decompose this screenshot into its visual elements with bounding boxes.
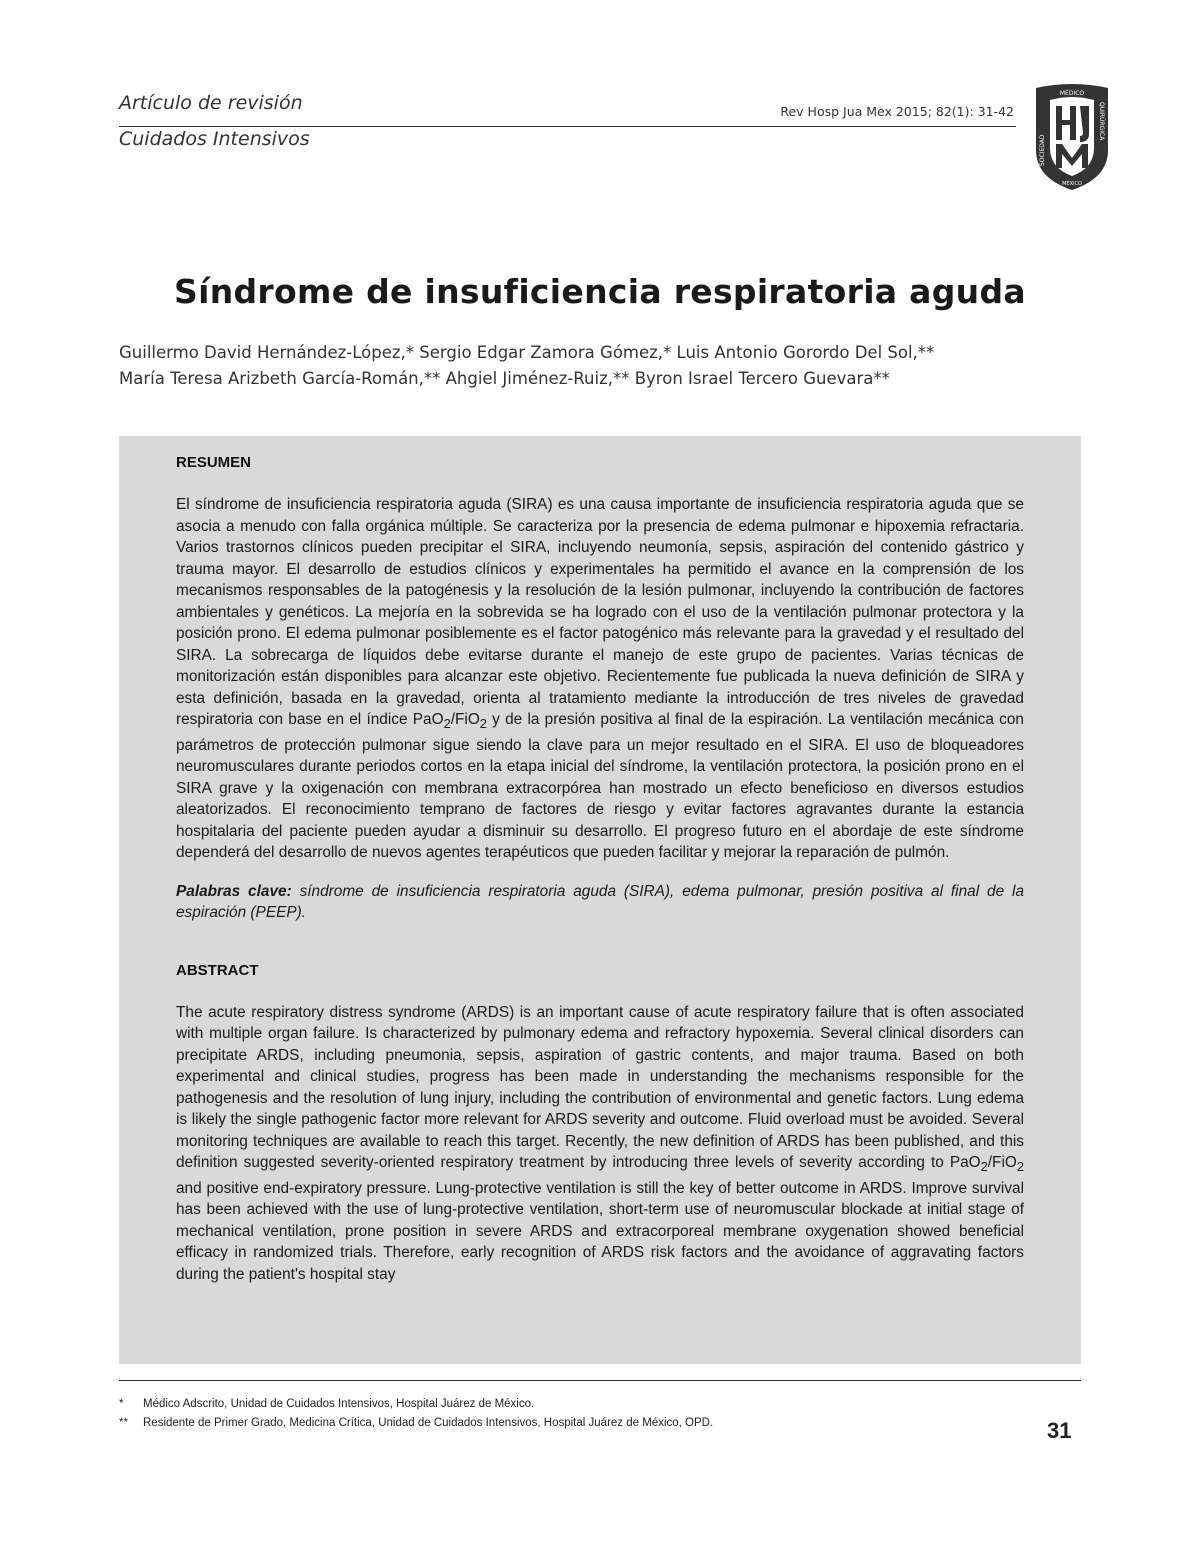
footnote-text: Residente de Primer Grado, Medicina Crítica, Unidad de Cuidados Intensivos, Hospital Juárez de México, OPD. xyxy=(143,1417,714,1429)
footnote-mark: ** xyxy=(119,1417,128,1429)
abstract-text-part2: /FiO xyxy=(987,1154,1017,1172)
article-title: Síndrome de insuficiencia respiratoria aguda xyxy=(174,272,1026,311)
footnote-text: Médico Adscrito, Unidad de Cuidados Intensivos, Hospital Juárez de México. xyxy=(143,1398,535,1410)
logo-text-left: SOCIEDAD xyxy=(1039,134,1046,166)
abstract-text-part1: The acute respiratory distress syndrome (ARDS) is an important cause of acute respiratory failure that is often associated with multiple organ failure. Is characterized by pulmonary edema and refractory hypoxemia. Several clinical disorders can precipitate ARDS, including pneumonia, sepsis, aspiration of gastric contents, and major trauma. Based on both experimental and clinical studies, progress has been made in understanding the mechanisms responsible for the pathogenesis and the resolution of lung injury, including the contribution of environmental and genetic factors. Lung edema is likely the single pathogenic factor more relevant for ARDS severity and outcome. Fluid overload must be avoided. Several monitoring techniques are available to reach this target. Recently, the new definition of ARDS has been published, and this definition suggested severity-oriented respiratory treatment by introducing three levels of severity according to PaO xyxy=(176,1003,1024,1172)
subscript-two: 2 xyxy=(479,716,487,732)
page-number: 31 xyxy=(1047,1418,1072,1443)
abstract-heading: ABSTRACT xyxy=(176,961,259,979)
footnote-item xyxy=(119,1414,1081,1433)
keywords-paragraph xyxy=(176,881,1024,924)
abstract-panel xyxy=(119,436,1081,1364)
logo-text-bottom: MÉXICO xyxy=(1062,181,1082,187)
subscript-two: 2 xyxy=(980,1159,988,1175)
footnote-divider xyxy=(119,1380,1081,1381)
article-type: Artículo de revisión xyxy=(119,92,303,114)
authors-line-2: María Teresa Arizbeth García-Román,** Ahgiel Jiménez-Ruiz,** Byron Israel Tercero Guevara** xyxy=(119,369,890,388)
resumen-paragraph xyxy=(176,494,1024,864)
shield-seal-icon xyxy=(1032,82,1112,192)
subscript-two: 2 xyxy=(1016,1159,1024,1175)
resumen-heading: RESUMEN xyxy=(176,454,252,471)
resumen-text-part2: /FiO xyxy=(450,711,480,728)
author-list xyxy=(119,340,1079,392)
subscript-two: 2 xyxy=(443,716,451,732)
abstract-paragraph xyxy=(176,1002,1024,1286)
footnote-item xyxy=(119,1395,1081,1414)
abstract-text-part3: and positive end-expiratory pressure. Lung-protective ventilation is still the key of better outcome in ARDS. Improve survival has been achieved with the use of lung-protective ventilation, short-term use of neuromuscular blockade at initial stage of mechanical ventilation, prone position in severe ARDS and extracorporeal membrane oxygenation showed beneficial efficacy in randomized trials. Therefore, early recognition of ARDS risk factors and the avoidance of aggravating factors during the patient's hospital stay xyxy=(176,1179,1024,1283)
resumen-text-part1: El síndrome de insuficiencia respiratoria aguda (SIRA) es una causa importante de insuficiencia respiratoria aguda que se asocia a menudo con falla orgánica múltiple. Se caracteriza por la presencia de edema pulmonar e hipoxemia refractaria. Varios trastornos clínicos pueden precipitar el SIRA, incluyendo neumonía, sepsis, aspiración del contenido gástrico y trauma mayor. El desarrollo de estudios clínicos y experimentales ha permitido el avance en la comprensión de los mecanismos responsables de la patogénesis y la resolución de la lesión pulmonar, incluyendo la contribución de factores ambientales y genéticos. La mejoría en la sobrevida se ha logrado con el uso de la ventilación pulmonar protectora y la posición prono. El edema pulmonar posiblemente es el factor patogénico más relevante para la gravedad y el resultado del SIRA. La sobrecarga de líquidos debe evitarse durante el manejo de este grupo de pacientes. Varias técnicas de monitorización están disponibles para alcanzar este objetivo. Recientemente fue publicada la nueva definición de SIRA y esta definición, basada en la gravedad, orienta al tratamiento mediante la introducción de tres niveles de gravedad respiratoria con base en el índice PaO xyxy=(176,496,1024,728)
resumen-text-part3: y de la presión positiva al final de la espiración. La ventilación mecánica con parámetros de protección pulmonar sigue siendo la clave para un mejor resultado en el SIRA. El uso de bloqueadores neuromusculares durante periodos cortos en la etapa inicial del síndrome, la ventilación protectora, la posición prono en el SIRA grave y la oxigenación con membrana extracorpórea han mostrado un efecto beneficioso en diversos estudios aleatorizados. El reconocimiento temprano de factores de riesgo y evitar factores agravantes durante la estancia hospitalaria del paciente pueden ayudar a disminuir su desarrollo. El progreso futuro en el abordaje de este síndrome dependerá del desarrollo de nuevos agentes terapéuticos que pueden facilitar y mejorar la reparación de pulmón. xyxy=(176,711,1024,862)
logo-text-top: MÉDICO xyxy=(1059,90,1085,97)
footnotes xyxy=(119,1395,1081,1433)
logo-text-right: QUIRÚRGICA xyxy=(1098,102,1105,141)
keywords-text: síndrome de insuficiencia respiratoria aguda (SIRA), edema pulmonar, presión positiva al final de la espiración (PEEP). xyxy=(176,882,1025,922)
journal-reference: Rev Hosp Jua Mex 2015; 82(1): 31-42 xyxy=(780,104,1014,119)
hjm-society-logo xyxy=(1032,82,1112,192)
authors-line-1: Guillermo David Hernández-López,* Sergio Edgar Zamora Gómez,* Luis Antonio Gorordo Del Sol,** xyxy=(119,343,935,362)
keywords-label: Palabras clave: xyxy=(176,882,292,900)
article-section: Cuidados Intensivos xyxy=(119,128,310,150)
footnote-mark: * xyxy=(119,1398,124,1410)
header-divider xyxy=(119,126,1016,127)
